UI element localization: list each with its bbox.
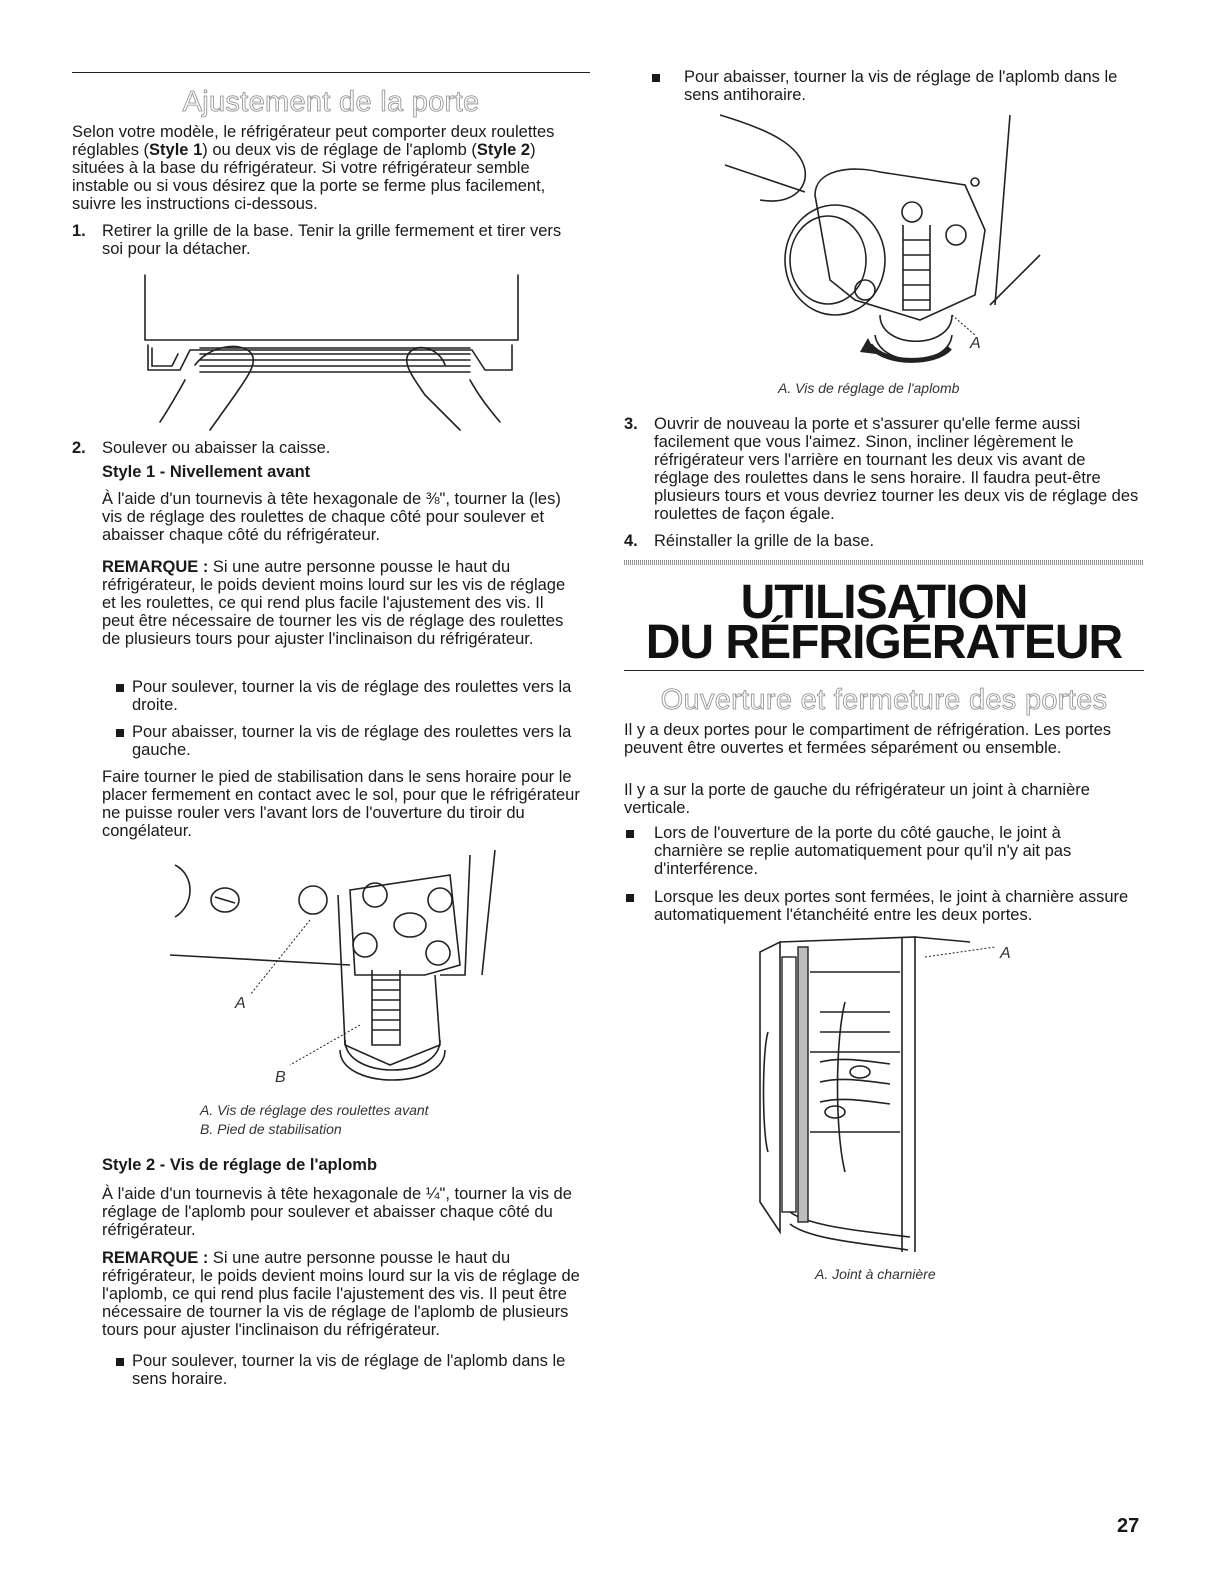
bullet-abaisser-roulettes: Pour abaisser, tourner la vis de réglage des roulettes vers la gauche. <box>132 723 572 759</box>
style-1-heading: Style 1 - Nivellement avant <box>102 463 311 481</box>
doors-paragraph-2: Il y a sur la porte de gauche du réfrigérateur un joint à charnière verticale. <box>624 781 1090 817</box>
left-top-rule <box>72 72 590 73</box>
bullet-ouverture-gauche: Lors de l'ouverture de la porte du côté gauche, le joint à charnière se replie automatiquement pour qu'il n'y ait pas d'interférence. <box>654 824 1072 878</box>
bullet-portes-fermees: Lorsque les deux portes sont fermées, le joint à charnière assure automatiquement l'étanchéité entre les deux portes. <box>654 888 1129 924</box>
figure-door-seal <box>750 932 1020 1262</box>
step-3-text: Ouvrir de nouveau la porte et s'assurer qu'elle ferme aussi facilement que vous l'aimez. Sinon, incliner légèrement le réfrigérateur vers l'arrière en tournant les deux vis avant de réglage des roulettes dans le sens horaire. Il faudra peut-être plusieurs tours et vous devriez tourner les deux vis de réglage des roulettes de façon égale. <box>654 415 1139 523</box>
fig4-label-a: A <box>1000 945 1011 962</box>
fig2-caption-a: A. Vis de réglage des roulettes avant <box>200 1102 429 1118</box>
step-3-number: 3. <box>624 415 638 433</box>
bullet-soulever-roulettes: Pour soulever, tourner la vis de réglage des roulettes vers la droite. <box>132 678 572 714</box>
page-number: 27 <box>1117 1515 1140 1537</box>
bullet-abaisser-aplomb: Pour abaisser, tourner la vis de réglage de l'aplomb dans le sens antihoraire. <box>684 68 1118 104</box>
step-4-number: 4. <box>624 532 638 550</box>
step-1-text: Retirer la grille de la base. Tenir la grille fermement et tirer vers soi pour la détacher. <box>102 222 562 258</box>
bullet-marker <box>116 1358 124 1366</box>
bullet-marker <box>626 830 634 838</box>
step-2-number: 2. <box>72 439 86 457</box>
figure-leveling-screw <box>720 110 1050 370</box>
bullet-marker <box>626 894 634 902</box>
section-title-ouverture: Ouverture et fermeture des portes <box>660 684 1108 716</box>
fig2-caption-b: B. Pied de stabilisation <box>200 1121 342 1137</box>
fig4-caption: A. Joint à charnière <box>815 1266 936 1282</box>
intro-line-1: Selon votre modèle, le réfrigérateur peut comporter deux roulettes <box>72 123 555 141</box>
bullet-marker <box>652 74 660 82</box>
bullet-marker <box>116 684 124 692</box>
fig3-label-a: A <box>970 335 981 352</box>
bullet-soulever-aplomb: Pour soulever, tourner la vis de réglage de l'aplomb dans le sens horaire. <box>132 1352 566 1388</box>
intro-rest: situées à la base du réfrigérateur. Si votre réfrigérateur semble instable ou si vous désirez que la porte se ferme plus facilement, suivre les instructions ci-dessous. <box>72 159 546 213</box>
remarque-1: REMARQUE : Si une autre personne pousse le haut du réfrigérateur, le poids devient moins lourd sur les vis de réglage et les roulettes, ce qui rend plus facile l'ajustement des vis. Il peut être nécessaire de tourner les vis de réglage des roulettes de plusieurs tours pour ajuster l'inclinaison du réfrigérateur. <box>102 558 566 648</box>
chapter-title-line-1: UTILISATION <box>740 576 1028 629</box>
remarque-2: REMARQUE : Si une autre personne pousse le haut du réfrigérateur, le poids devient moins lourd sur la vis de réglage de l'aplomb, ce qui rend plus facile l'ajustement des vis. Il peut être nécessaire de tourner la vis de réglage de l'aplomb de plusieurs tours pour ajuster l'inclinaison du réfrigérateur. <box>102 1249 580 1339</box>
fig3-caption: A. Vis de réglage de l'aplomb <box>778 380 960 396</box>
right-section-rule <box>624 670 1144 671</box>
style-2-text: À l'aide d'un tournevis à tête hexagonale de ¼", tourner la vis de réglage de l'aplomb pour soulever et abaisser chaque côté du réfrigérateur. <box>102 1185 572 1239</box>
figure-front-roller <box>160 845 520 1085</box>
stabilisation-paragraph: Faire tourner le pied de stabilisation dans le sens horaire pour le placer fermement en contact avec le sol, pour que le réfrigérateur ne puisse rouler vers l'avant lors de l'ouverture du tiroir du congélateur. <box>102 768 580 840</box>
intro-paragraph <box>72 123 590 213</box>
section-divider <box>624 560 1144 565</box>
section-title-ajustement: Ajustement de la porte <box>182 86 480 118</box>
style-1-text: À l'aide d'un tournevis à tête hexagonale de ⅜", tourner la (les) vis de réglage des roulettes de chaque côté pour soulever et abaisser chaque côté du réfrigérateur. <box>102 490 561 544</box>
step-1-number: 1. <box>72 222 86 240</box>
figure-grille-removal <box>140 270 530 430</box>
chapter-title-line-2: DU RÉFRIGÉRATEUR <box>645 616 1123 669</box>
intro-line-2: réglables (Style 1) ou deux vis de réglage de l'aplomb (Style 2) <box>72 141 536 159</box>
fig2-label-a: A <box>235 995 246 1012</box>
fig2-label-b: B <box>275 1069 286 1086</box>
style-2-heading: Style 2 - Vis de réglage de l'aplomb <box>102 1156 378 1174</box>
step-4-text: Réinstaller la grille de la base. <box>654 532 875 550</box>
doors-paragraph-1: Il y a deux portes pour le compartiment de réfrigération. Les portes peuvent être ouvertes et fermées séparément ou ensemble. <box>624 721 1111 757</box>
bullet-marker <box>116 729 124 737</box>
step-2-text: Soulever ou abaisser la caisse. <box>102 439 331 457</box>
